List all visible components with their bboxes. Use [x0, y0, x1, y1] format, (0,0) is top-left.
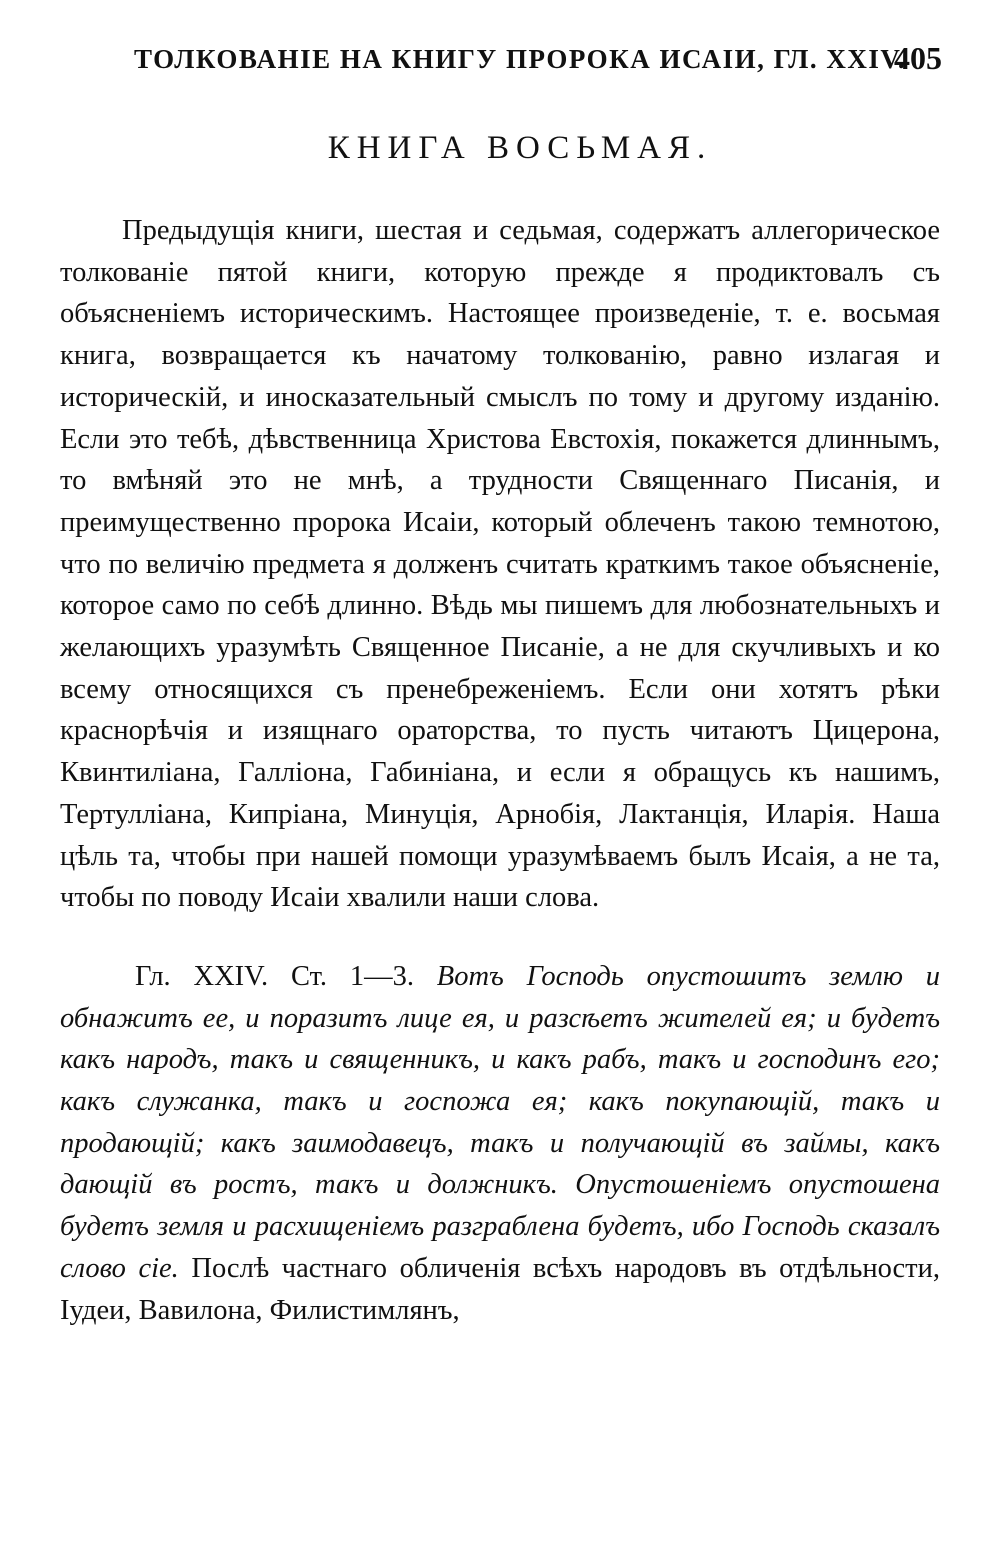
page-number: 405	[894, 40, 942, 76]
running-title: ТОЛКОВАНІЕ НА КНИГУ ПРОРОКА ИСАІИ, ГЛ. XXIV.	[134, 44, 907, 74]
commentary-text: Послѣ частнаго обличенія всѣхъ народовъ въ отдѣльности, Іудеи, Вавилона, Филистимлянъ,	[60, 1252, 941, 1326]
verse-reference: Гл. XXIV. Ст. 1—3.	[135, 960, 414, 992]
chapter-paragraph	[60, 956, 940, 1331]
scripture-quote: Вотъ Господь опустошитъ землю и обнажитъ ее, и поразитъ лице ея, и разсѣетъ жителей ея; и будетъ какъ народъ, такъ и священникъ, и какъ рабъ, такъ и господинъ его; какъ служанка, такъ и госпожа ея; какъ покупающій, такъ и продающій; какъ заимодавецъ, такъ и получающій въ займы, какъ дающій въ ростъ, такъ и должникъ. Опустошеніемъ опустошена будетъ земля и расхищеніемъ разграблена будетъ, ибо Господь сказалъ слово сіе.	[60, 960, 940, 1284]
book-title: КНИГА ВОСЬМАЯ.	[327, 130, 713, 166]
running-head	[60, 38, 940, 90]
intro-paragraph: Предыдущія книги, шестая и седьмая, содержатъ аллегорическое толкованіе пятой книги, которую прежде я продиктовалъ съ объясненіемъ историческимъ. Настоящее произведеніе, т. е. восьмая книга, возвращается къ начатому толкованію, равно излагая и историческій, и иносказательный смыслъ по тому и другому изданію. Если это тебѣ, дѣвственница Христова Евстохія, покажется длиннымъ, то вмѣняй это не мнѣ, а трудности Священнаго Писанія, и преимущественно пророка Исаіи, который облеченъ такою темнотою, что по величію предмета я долженъ считать краткимъ такое объясненіе, которое само по себѣ длинно. Вѣдь мы пишемъ для любознательныхъ и желающихъ уразумѣть Священное Писаніе, а не для скучливыхъ и ко всему относящихся съ пренебреженіемъ. Если они хотятъ рѣки краснорѣчія и изящнаго ораторства, то пусть читаютъ Цицерона, Квинтиліана, Галліона, Габиніана, и если я обращусь къ нашимъ, Тертулліана, Кипріана, Минуція, Арнобія, Лактанція, Иларія. Наша цѣль та, чтобы при нашей помощи уразумѣваемъ былъ Исаія, а не та, чтобы по поводу Исаіи хвалили наши слова.	[60, 215, 940, 914]
book-page	[60, 38, 940, 1331]
